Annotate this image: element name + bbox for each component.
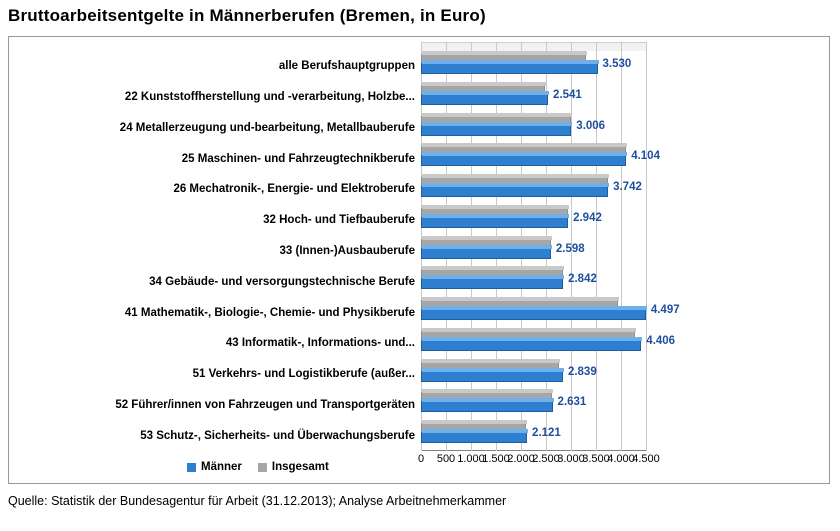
bar-row (279, 236, 646, 267)
bar-men-top-face (422, 214, 569, 218)
bar-value-label: 2.942 (573, 211, 602, 224)
bar-total-top-face (422, 266, 564, 270)
x-axis-tick-label: 500 (436, 453, 456, 465)
x-axis-tick-label: 1.500 (482, 453, 510, 465)
x-axis-tick-label: 3.000 (557, 453, 585, 465)
bar-rows (115, 51, 680, 451)
category-label: 41 Mathematik-, Biologie-, Chemie- und Physikberufe (124, 306, 415, 319)
category-label: 26 Mechatronik-, Energie- und Elektroberufe (173, 183, 415, 196)
bar-value-label: 3.742 (613, 181, 642, 194)
bar-row (225, 328, 676, 359)
bar-total-top-face (422, 389, 553, 393)
bar-total-top-face (422, 328, 636, 332)
plot-area (115, 51, 680, 451)
bar-row (140, 420, 646, 451)
legend-item-total (258, 461, 329, 473)
page-title: Bruttoarbeitsentgelte in Männerberufen (Bremen, in Euro) (8, 6, 486, 25)
bar-men (421, 155, 626, 166)
bar-value-label: 3.530 (602, 58, 632, 70)
bar-men (421, 278, 563, 289)
bar-value-label: 4.406 (646, 334, 676, 347)
x-axis (417, 451, 660, 471)
bar-value-label: 2.842 (568, 273, 597, 286)
bar-total-top-face (422, 236, 552, 240)
bar-total-top-face (422, 359, 560, 363)
bar-row (115, 389, 646, 420)
category-label: 43 Informatik-, Informations- und... (225, 337, 415, 350)
bar-row (124, 297, 680, 328)
category-label: alle Berufshauptgruppen (278, 60, 415, 73)
legend-swatch-total-icon (258, 463, 267, 472)
bar-men (421, 248, 551, 259)
bar-row (119, 113, 646, 144)
bar-total-top-face (422, 205, 569, 209)
bar-row (278, 51, 646, 82)
category-label: 33 (Innen-)Ausbauberufe (279, 244, 415, 257)
x-axis-tick-label: 3.500 (582, 453, 610, 465)
plot-depth-panel (421, 42, 646, 51)
bar-men-top-face (422, 368, 564, 372)
bar-value-label: 2.631 (557, 396, 587, 409)
bar-men (421, 217, 568, 228)
legend-label-men: Männer (201, 461, 242, 473)
x-axis-tick-label: 4.500 (632, 453, 660, 465)
category-label: 25 Maschinen- und Fahrzeugtechnikberufe (181, 152, 415, 165)
x-axis-tick-label: 0 (417, 453, 425, 465)
category-label: 24 Metallerzeugung und-bearbeitung, Metallbauberufe (119, 121, 415, 134)
bar-value-label: 2.839 (567, 365, 597, 378)
bar-value-label: 4.497 (650, 304, 680, 317)
x-axis-tick-label: 2.500 (532, 453, 560, 465)
bar-men (421, 309, 646, 320)
category-label: 52 Führer/innen von Fahrzeugen und Transportgeräten (115, 398, 415, 411)
bar-value-label: 2.598 (555, 242, 585, 255)
legend-swatch-men-icon (187, 463, 196, 472)
bar-men-top-face (422, 183, 609, 187)
bar-men-top-face (422, 337, 642, 341)
bar-total-top-face (422, 297, 619, 301)
bar-row (149, 266, 646, 297)
bar-men (421, 125, 571, 136)
bar-total-top-face (422, 143, 627, 147)
bar-men (421, 186, 608, 197)
category-label: 34 Gebäude- und versorgungstechnische Berufe (149, 275, 415, 288)
bar-total-top-face (422, 113, 572, 117)
bar-men (421, 401, 553, 412)
x-axis-tick-label: 1.000 (457, 453, 485, 465)
bar-total-top-face (422, 51, 587, 55)
legend-item-men (187, 461, 242, 473)
bar-total-top-face (422, 174, 609, 178)
bar-row (173, 174, 646, 205)
bar-value-label: 2.121 (532, 427, 561, 440)
category-label: 22 Kunststoffherstellung und -verarbeitung, Holzbe... (124, 91, 415, 104)
legend (187, 461, 329, 473)
bar-men (421, 94, 548, 105)
x-axis-tick-label: 2.000 (507, 453, 535, 465)
bar-men-top-face (422, 91, 549, 95)
x-axis-tick-label: 4.000 (607, 453, 635, 465)
bar-men-top-face (422, 275, 564, 279)
bar-men (421, 63, 598, 74)
chart-frame (8, 36, 830, 484)
bar-row (124, 82, 646, 113)
bar-row (181, 143, 660, 174)
category-label: 32 Hoch- und Tiefbauberufe (263, 214, 415, 227)
bar-men-top-face (422, 152, 627, 156)
source-note: Quelle: Statistik der Bundesagentur für Arbeit (31.12.2013); Analyse Arbeitnehmerkammer (8, 494, 507, 508)
bar-men-top-face (422, 245, 552, 249)
bar-value-label: 3.006 (576, 119, 606, 132)
category-label: 53 Schutz-, Sicherheits- und Überwachungsberufe (140, 429, 415, 442)
category-label: 51 Verkehrs- und Logistikberufe (außer... (192, 368, 415, 381)
gridline (646, 42, 647, 451)
bar-value-label: 2.541 (553, 88, 582, 101)
bar-men-top-face (422, 122, 572, 126)
bar-men-top-face (422, 60, 599, 64)
bar-total-top-face (422, 420, 527, 424)
bar-men-top-face (422, 306, 647, 310)
bar-row (263, 205, 646, 236)
bar-men (421, 371, 563, 382)
legend-label-total: Insgesamt (271, 461, 329, 473)
bar-men-top-face (422, 398, 554, 402)
bar-men (421, 432, 527, 443)
bar-men-top-face (422, 429, 528, 433)
bar-men (421, 340, 641, 351)
bar-row (192, 359, 646, 390)
bar-value-label: 4.104 (631, 150, 660, 163)
bar-total-top-face (422, 82, 546, 86)
